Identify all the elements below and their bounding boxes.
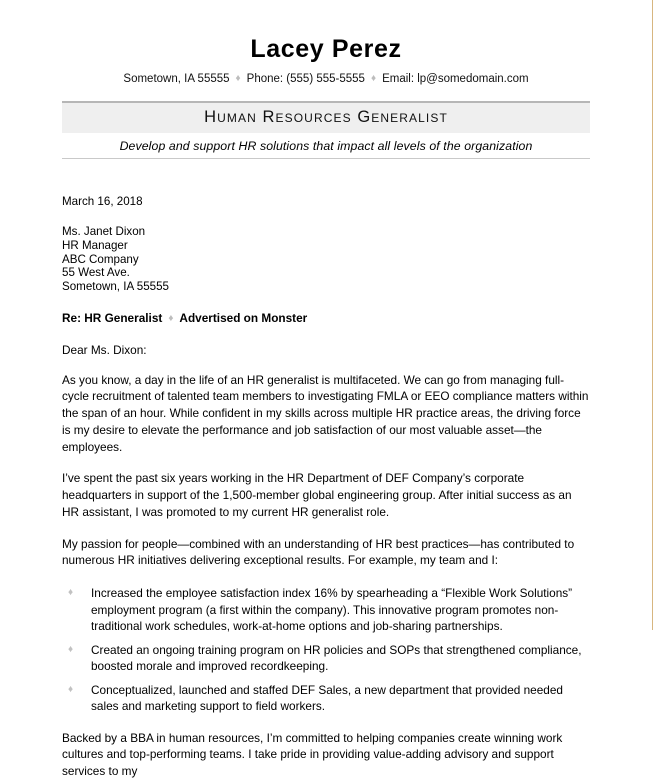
- diamond-separator-icon: ♦: [235, 73, 241, 85]
- job-title-band: [62, 101, 590, 133]
- job-title: Human Resources Generalist: [204, 108, 448, 127]
- diamond-bullet-icon: ♦: [68, 587, 74, 599]
- achievement-list: [62, 569, 590, 715]
- salutation: Dear Ms. Dixon:: [62, 342, 147, 357]
- recipient-street: 55 West Ave.: [62, 266, 130, 280]
- subject-re: Re: HR Generalist: [62, 310, 163, 325]
- list-item: [62, 635, 590, 675]
- recipient-address-block: [62, 208, 590, 293]
- subject-source: Advertised on Monster: [179, 310, 308, 325]
- list-item: [62, 675, 590, 715]
- diamond-bullet-icon: ♦: [68, 683, 74, 695]
- contact-line: [0, 62, 652, 85]
- recipient-city-state-zip: Sometown, IA 55555: [62, 279, 169, 293]
- list-item-text: Conceptualized, launched and staffed DEF Sales, a new department that provided needed sales and marketing support to field workers.: [91, 682, 563, 714]
- body-paragraph: I’ve spent the past six years working in the HR Department of DEF Company’s corporate headquarters in support of the 1,500-member global engineering group. After initial success as an HR assistant, I was promoted to my current HR generalist role.: [62, 471, 572, 519]
- job-title-block: [62, 85, 590, 159]
- diamond-bullet-icon: ♦: [68, 643, 74, 655]
- contact-location: Sometown, IA 55555: [123, 73, 230, 86]
- body-paragraph: As you know, a day in the life of an HR generalist is multifaceted. We can go from managing full-cycle recruitment of talented team members to investigating FMLA or EEO compliance matters within the span of an hour. While confident in my skills across multiple HR practice areas, the driving force is my desire to elevate the performance and job satisfaction of our most valuable asset—the employees.: [62, 372, 589, 454]
- recipient-name: Ms. Janet Dixon: [62, 225, 146, 239]
- letter-date: March 16, 2018: [62, 195, 143, 209]
- diamond-separator-icon: ♦: [370, 73, 377, 85]
- letter-body: [62, 159, 590, 780]
- contact-email: Email: lp@somedomain.com: [382, 73, 529, 86]
- recipient-title: HR Manager: [62, 238, 128, 252]
- list-item-text: Created an ongoing training program on HR policies and SOPs that strengthened compliance, boosted morale and improved recordkeeping.: [91, 642, 582, 674]
- contact-phone: Phone: (555) 555-5555: [246, 73, 365, 86]
- tagline: Develop and support HR solutions that impact all levels of the organization: [62, 133, 590, 159]
- list-item-text: Increased the employee satisfaction index 16% by spearheading a “Flexible Work Solutions” employment program (a first within the company). This innovative program promotes non-traditional work schedules, work-at-home options and job-sharing partnerships.: [91, 586, 573, 634]
- diamond-separator-icon: ♦: [168, 312, 174, 324]
- closing-paragraph: Backed by a BBA in human resources, I’m committed to helping companies create winning work cultures and top-performing teams. I take pride in providing value-adding advisory and support services to my: [62, 730, 563, 779]
- letterhead: [0, 0, 652, 159]
- list-item: [62, 578, 590, 635]
- subject-line: [62, 294, 590, 325]
- page-edge-rule: [652, 0, 653, 630]
- body-paragraph: My passion for people—combined with an understanding of HR best practices—has contributed to numerous HR initiatives delivering exceptional results. For example, my team and I:: [62, 536, 575, 568]
- recipient-company: ABC Company: [62, 252, 139, 266]
- applicant-name: Lacey Perez: [250, 35, 402, 63]
